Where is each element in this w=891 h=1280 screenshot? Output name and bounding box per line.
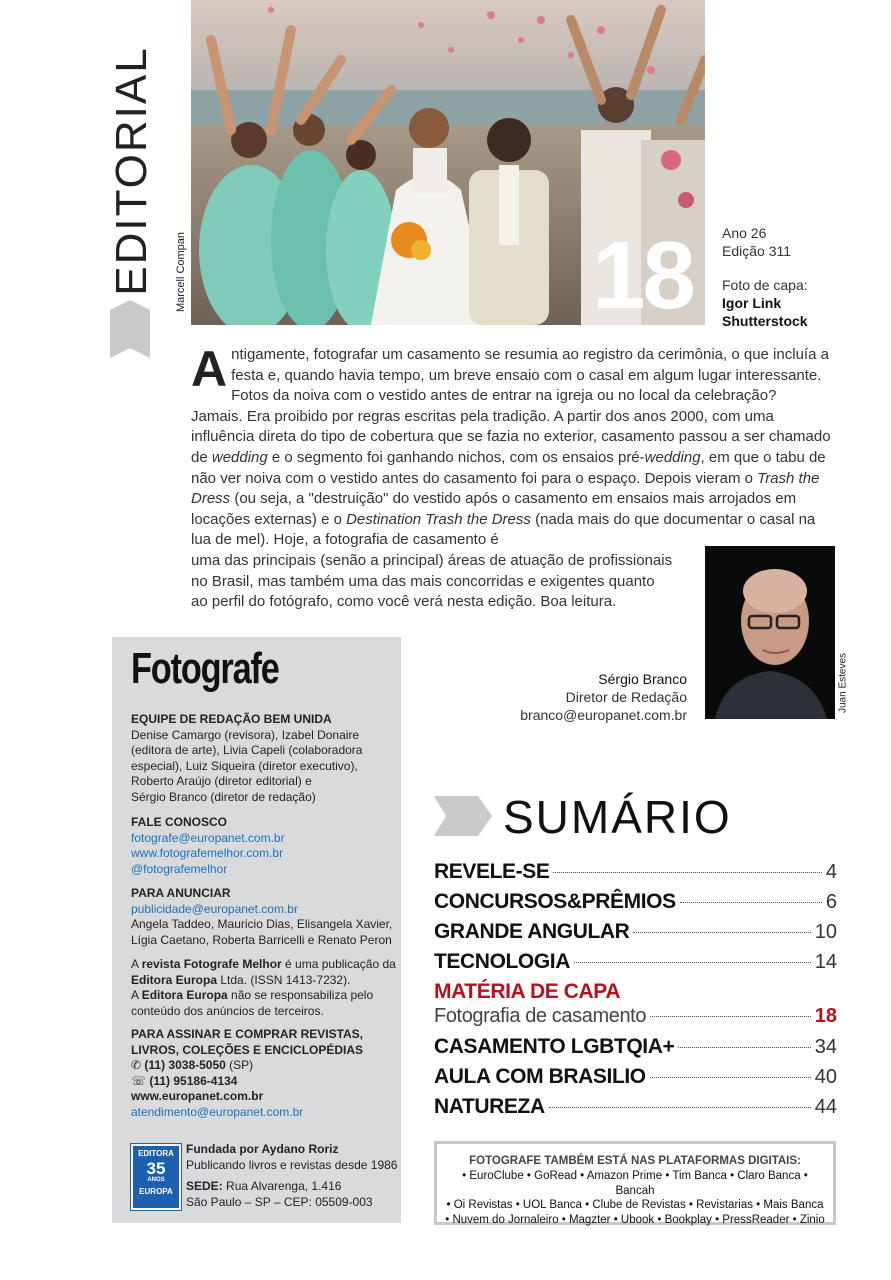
platforms-line: • Nuvem do Jornaleiro • Magzter • Ubook • Bookplay • PressReader • Zinio — [445, 1213, 825, 1226]
body-text: (ou seja, a "destruição" do vestido após o casamento em ensaios mais arrojados em locações externas) e o — [191, 490, 797, 528]
toc-page: 18 — [814, 1005, 837, 1027]
platforms-line: • EuroClube • GoRead • Amazon Prime • Tim Banca • Claro Banca • Bancah — [462, 1170, 808, 1197]
toc-leader — [549, 1107, 811, 1108]
badge-bottom: EUROPA — [139, 1187, 173, 1196]
toc-item[interactable] — [434, 1035, 837, 1061]
cover-photo-author: Igor Link — [722, 295, 782, 311]
team-block — [131, 712, 391, 805]
pub-text: é uma publicação da — [281, 957, 396, 971]
year-label: Ano 26 — [722, 225, 767, 241]
toc-item-cover-story[interactable] — [434, 1005, 837, 1031]
hq-label: SEDE: — [186, 1179, 223, 1193]
toc-page: 44 — [814, 1096, 837, 1118]
social-handle-link[interactable]: @fotografemelhor — [131, 861, 228, 876]
body-line: ao perfil do fotógrafo, como você verá nesta edição. Boa leitura. — [191, 593, 617, 611]
ads-line: Lígia Caetano, Roberta Barricelli e Renato Peron — [131, 932, 392, 947]
toc-leader — [553, 872, 821, 873]
toc-item[interactable] — [434, 920, 837, 946]
badge-years: ANOS — [147, 1177, 165, 1183]
publisher-block — [131, 957, 396, 1019]
contact-email-link[interactable]: fotografe@europanet.com.br — [131, 830, 285, 845]
dropcap: A — [191, 341, 228, 397]
toc-leader — [680, 902, 822, 903]
ads-heading: PARA ANUNCIAR — [131, 886, 231, 900]
team-line: especial), Luiz Siqueira (diretor executivo), — [131, 758, 358, 773]
toc-title: CASAMENTO LGBTQIA+ — [434, 1035, 675, 1058]
author-photo-credit: Juan Esteves — [837, 652, 849, 714]
store-website[interactable]: www.europanet.com.br — [131, 1089, 264, 1103]
whatsapp-number: (11) 95186-4134 — [149, 1073, 238, 1088]
founded-sub: Publicando livros e revistas desde 1986 — [186, 1157, 398, 1172]
hq-city: São Paulo – SP – CEP: 05509-003 — [186, 1194, 373, 1209]
pub-bold: revista Fotografe Melhor — [141, 957, 282, 971]
body-text: (nada mais do que documentar o casal na lua de mel). Hoje, a fotografia de casamento é — [191, 510, 816, 549]
ads-line: Angela Taddeo, Mauricio Dias, Elisangela Xavier, — [131, 917, 393, 931]
author-name: Sérgio Branco — [598, 671, 687, 687]
editorial-title: EDITORIAL — [107, 45, 156, 296]
digital-platforms-box — [434, 1141, 836, 1225]
editorial-body — [191, 341, 831, 551]
website-link[interactable]: www.fotografemelhor.com.br — [131, 846, 284, 860]
magazine-logo: Fotografe — [131, 644, 279, 693]
chevron-down-icon — [110, 300, 150, 358]
whatsapp-icon: ☏ — [131, 1073, 147, 1088]
phone-region: (SP) — [225, 1058, 254, 1072]
toc-page: 14 — [814, 951, 837, 973]
subscribe-heading: LIVROS, COLEÇÕES E ENCICLOPÉDIAS — [131, 1042, 364, 1057]
hq-address: Rua Alvarenga, 1.416 — [222, 1179, 342, 1193]
toc-page: 34 — [814, 1036, 837, 1058]
toc-title: GRANDE ANGULAR — [434, 920, 630, 943]
author-role: Diretor de Redação — [565, 689, 687, 705]
pub-bold: Editora Europa — [131, 972, 218, 987]
toc-leader — [650, 1077, 811, 1078]
body-italic: Destination Trash the Dress — [346, 510, 531, 528]
toc-page: 10 — [814, 921, 837, 943]
toc-title: CONCURSOS&PRÊMIOS — [434, 890, 676, 913]
toc-item[interactable] — [434, 1095, 837, 1121]
body-italic: wedding — [644, 448, 701, 466]
cover-photo-label: Foto de capa: — [722, 277, 808, 293]
ads-block — [131, 886, 392, 948]
toc-item[interactable] — [434, 860, 837, 886]
pub-text: conteúdo dos anúncios de terceiros. — [131, 1003, 324, 1018]
toc-title: REVELE-SE — [434, 860, 550, 883]
publisher-badge — [131, 1144, 181, 1210]
team-line: Denise Camargo (revisora), Izabel Donaire — [131, 727, 360, 742]
body-tail — [191, 551, 672, 613]
platforms-line: • Oi Revistas • UOL Banca • Clube de Revistas • Revistarias • Mais Banca — [446, 1199, 824, 1211]
toc-title: AULA COM BRASILIO — [434, 1065, 646, 1088]
contact-block — [131, 815, 285, 877]
badge-number: 35 — [146, 1159, 166, 1178]
support-email-link[interactable]: atendimento@europanet.com.br — [131, 1104, 304, 1119]
toc-item[interactable] — [434, 950, 837, 976]
body-text: , em que o tabu de não ver noiva com o vestido antes do casamento foi para o espaço. Depois vieram o — [191, 448, 826, 487]
phone-icon: ✆ — [131, 1058, 142, 1072]
pub-text: A — [131, 988, 142, 1002]
subscribe-heading: PARA ASSINAR E COMPRAR REVISTAS, — [131, 1027, 364, 1041]
toc-page: 40 — [814, 1066, 837, 1088]
pub-text: não se responsabiliza pelo — [227, 988, 374, 1002]
pub-bold: Editora Europa — [141, 988, 228, 1002]
toc-item[interactable] — [434, 890, 837, 916]
team-line: Roberto Araújo (diretor editorial) e — [131, 774, 312, 788]
body-text: e o segmento foi ganhando nichos, com os ensaios pré- — [267, 448, 645, 466]
team-heading: EQUIPE DE REDAÇÃO BEM UNIDA — [131, 712, 332, 726]
phone-number: (11) 3038-5050 — [144, 1058, 226, 1072]
author-email: branco@europanet.com.br — [520, 707, 687, 723]
body-italic: wedding — [211, 448, 268, 466]
body-italic: Trash the Dress — [191, 469, 820, 508]
author-photo — [705, 546, 835, 719]
founder-block — [186, 1142, 397, 1210]
badge-top: EDITORA — [138, 1149, 174, 1158]
subscribe-block — [131, 1027, 363, 1120]
pub-text: A — [131, 957, 142, 971]
chevron-right-icon — [434, 796, 492, 836]
team-line: (editora de arte), Livia Capeli (colaboradora — [131, 743, 363, 757]
toc-leader — [574, 962, 811, 963]
cover-photo-agency: Shutterstock — [722, 313, 808, 329]
platforms-title: FOTOGRAFE TAMBÉM ESTÁ NAS PLATAFORMAS DIGITAIS: — [469, 1155, 801, 1167]
toc-page: 4 — [825, 861, 837, 883]
body-line: no Brasil, mas também uma das mais concorridas e exigentes quanto — [191, 572, 655, 590]
body-line: uma das principais (senão a principal) áreas de atuação de profissionais — [191, 552, 673, 569]
toc-page: 6 — [825, 891, 837, 913]
toc-leader — [678, 1047, 810, 1048]
cover-section-heading: MATÉRIA DE CAPA — [434, 980, 621, 1003]
body-text: ntigamente, fotografar um casamento se resumia ao registro da cerimônia, o que incluía a festa e, quando havia tempo, um breve ensaio com o casal em algum lugar interessante. Fotos da noiva com o vestido antes de entrar na igreja ou no local da celebração? Jamais. Era proibido por regras escritas pela tradição. A partir dos anos 2000, com uma influência direta do tipo de cobertura que se fazia no exterior, casamento passou a ser chamado de — [191, 346, 831, 466]
founded-line: Fundada por Aydano Roriz — [186, 1142, 339, 1156]
toc-item[interactable] — [434, 1065, 837, 1091]
contact-heading: FALE CONOSCO — [131, 815, 228, 829]
toc-title: TECNOLOGIA — [434, 950, 570, 973]
ads-email-link[interactable]: publicidade@europanet.com.br — [131, 901, 298, 916]
toc-leader — [633, 932, 810, 933]
edition-label: Edição 311 — [722, 243, 792, 259]
pub-text: Ltda. (ISSN 1413-7232). — [217, 972, 351, 987]
summary-title: SUMÁRIO — [503, 791, 732, 843]
team-line: Sérgio Branco (diretor de redação) — [131, 789, 316, 804]
toc-title: NATUREZA — [434, 1095, 545, 1118]
toc-leader — [650, 1016, 811, 1017]
cover-page-number: 18 — [592, 222, 693, 329]
toc-title: Fotografia de casamento — [434, 1005, 647, 1027]
photo-credit: Marcell Compan — [175, 231, 187, 313]
